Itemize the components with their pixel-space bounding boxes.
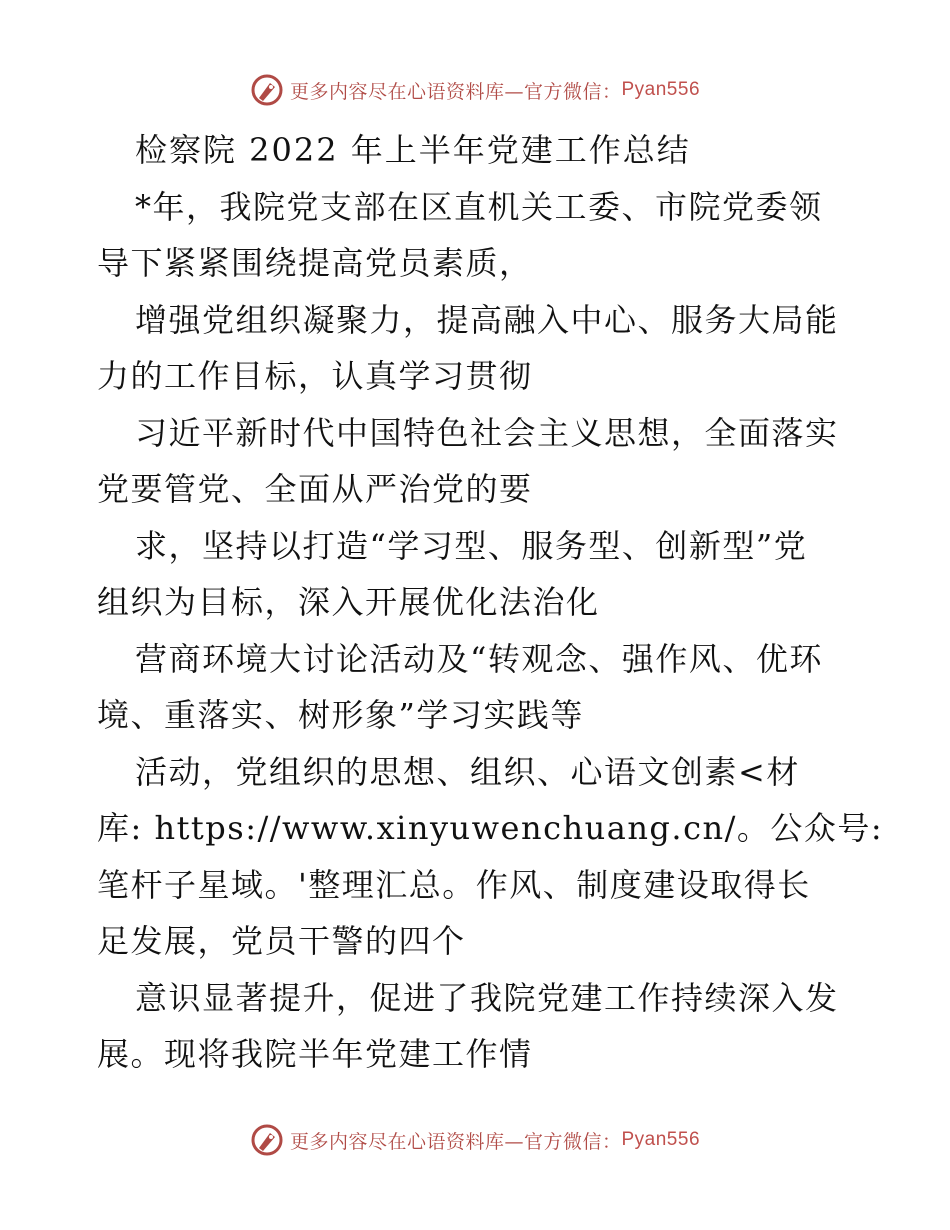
paragraph-line: 活动，党组织的思想、组织、心语文创素<材: [135, 752, 800, 791]
paragraph-line: 组织为目标，深入开展优化法治化: [97, 583, 600, 621]
document-body: [97, 122, 884, 1083]
paragraph-line: 展。现将我院半年党建工作情: [97, 1035, 533, 1073]
footer-watermark: [0, 1120, 950, 1160]
paragraph-line: 足发展，党员干警的四个: [97, 922, 466, 960]
watermark-text: 更多内容尽在心语资料库—官方微信：: [289, 1130, 622, 1153]
watermark-text: 更多内容尽在心语资料库—官方微信：: [289, 80, 622, 103]
paragraph-line: 库: https://www.xinyuwenchuang.cn/。公众号:: [97, 809, 884, 847]
paragraph-line: 力的工作目标，认真学习贯彻: [97, 357, 533, 395]
paragraph-line: 笔杆子星域。'整理汇总。作风、制度建设取得长: [97, 865, 811, 904]
paragraph-line: 党要管党、全面从严治党的要: [97, 470, 533, 508]
header-watermark: [0, 70, 950, 110]
pen-nib-circle-icon: [250, 1123, 284, 1157]
watermark-account: Pyan556: [621, 79, 701, 100]
paragraph-line: 习近平新时代中国特色社会主义思想，全面落实: [135, 413, 839, 452]
paragraph-line: 导下紧紧围绕提高党员素质，: [97, 244, 533, 282]
paragraph-line: 增强党组织凝聚力，提高融入中心、服务大局能: [135, 300, 839, 339]
paragraph-line: 意识显著提升，促进了我院党建工作持续深入发: [135, 978, 839, 1017]
paragraph-line: *年，我院党支部在区直机关工委、市院党委领: [135, 187, 823, 226]
paragraph-line: 营商环境大讨论活动及“转观念、强作风、优环: [135, 639, 823, 678]
watermark-account: Pyan556: [621, 1129, 701, 1150]
paragraph-line: 求，坚持以打造“学习型、服务型、创新型”党: [135, 526, 808, 565]
paragraph-line: 境、重落实、树形象”学习实践等: [97, 696, 584, 734]
pen-nib-circle-icon: [250, 73, 284, 107]
document-title: 检察院 2022 年上半年党建工作总结: [135, 131, 691, 169]
